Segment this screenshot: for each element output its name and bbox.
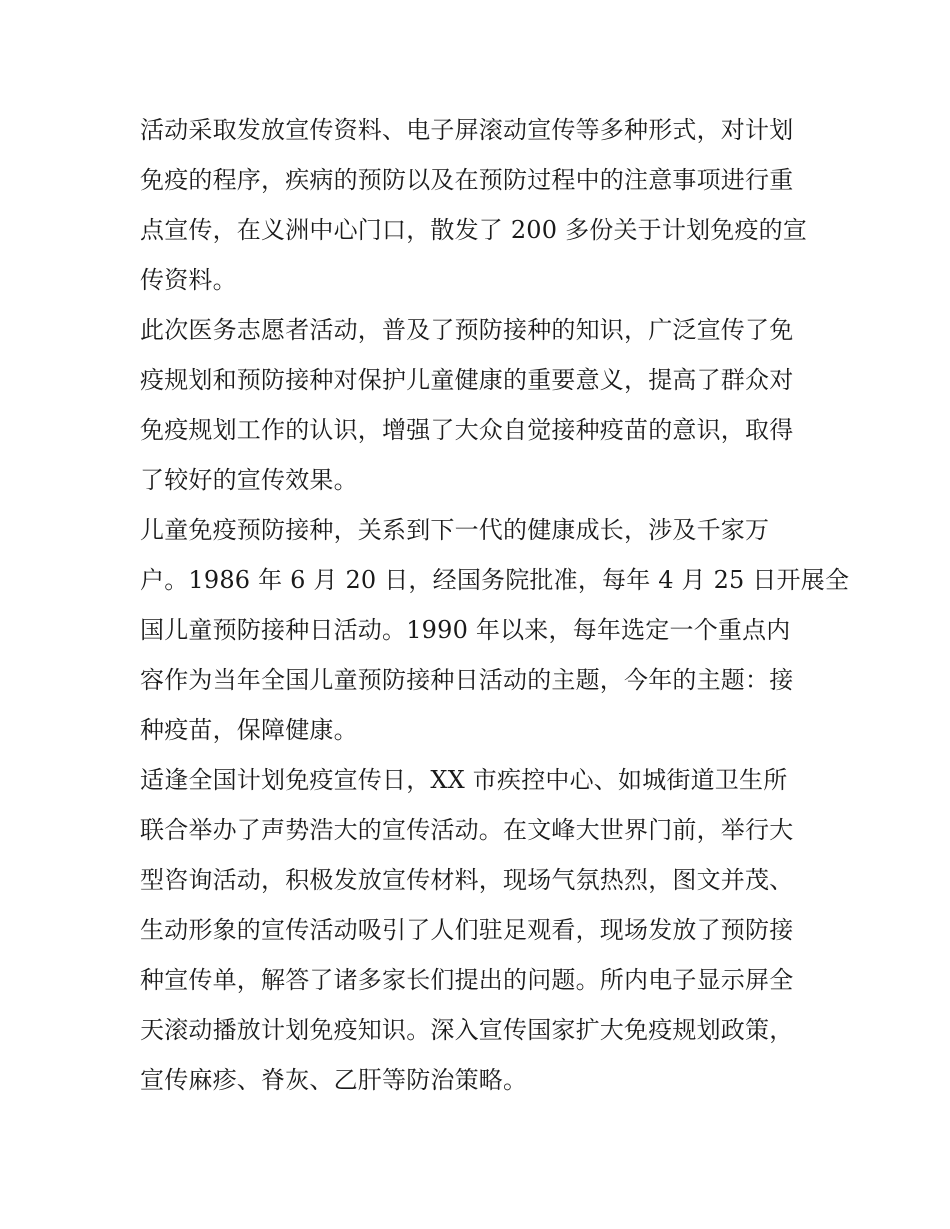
text-line: 种宣传单，解答了诸多家长们提出的问题。所内电子显示屏全	[140, 966, 794, 994]
text-line: 适逢全国计划免疫宣传日，XX 市疾控中心、如城街道卫生所	[140, 766, 788, 794]
text-line: 疫规划和预防接种对保护儿童健康的重要意义，提高了群众对	[140, 366, 794, 394]
text-line: 户。1986 年 6 月 20 日，经国务院批准，每年 4 月 25 日开展全	[140, 566, 850, 594]
text-line: 此次医务志愿者活动，普及了预防接种的知识，广泛宣传了免	[140, 316, 794, 344]
text-line: 免疫规划工作的认识，增强了大众自觉接种疫苗的意识，取得	[140, 416, 794, 444]
text-line: 型咨询活动，积极发放宣传材料，现场气氛热烈，图文并茂、	[140, 866, 794, 894]
text-line: 天滚动播放计划免疫知识。深入宣传国家扩大免疫规划政策，	[140, 1016, 794, 1044]
text-line: 活动采取发放宣传资料、电子屏滚动宣传等多种形式，对计划	[140, 116, 794, 144]
text-line: 点宣传，在义洲中心门口，散发了 200 多份关于计划免疫的宣	[140, 216, 808, 244]
text-line: 容作为当年全国儿童预防接种日活动的主题，今年的主题：接	[140, 666, 794, 694]
text-line: 联合举办了声势浩大的宣传活动。在文峰大世界门前，举行大	[140, 816, 794, 844]
text-line: 儿童免疫预防接种，关系到下一代的健康成长，涉及千家万	[140, 516, 770, 544]
text-line: 免疫的程序，疾病的预防以及在预防过程中的注意事项进行重	[140, 166, 794, 194]
text-line: 宣传麻疹、脊灰、乙肝等防治策略。	[140, 1066, 528, 1094]
text-line: 传资料。	[140, 266, 237, 294]
text-line: 生动形象的宣传活动吸引了人们驻足观看，现场发放了预防接	[140, 916, 794, 944]
text-line: 种疫苗，保障健康。	[140, 716, 358, 744]
document-body	[140, 105, 850, 1105]
text-line: 国儿童预防接种日活动。1990 年以来，每年选定一个重点内	[140, 616, 791, 644]
text-line: 了较好的宣传效果。	[140, 466, 358, 494]
